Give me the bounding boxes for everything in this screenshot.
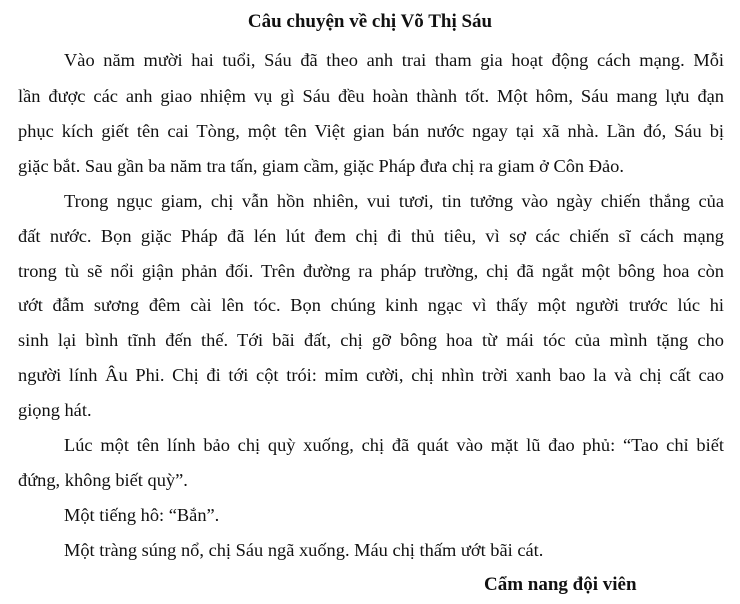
paragraph-4-line-1: Một tiếng hô: “Bắn”.: [64, 505, 220, 525]
paragraph-2-line-7: giọng hát.: [18, 400, 92, 420]
paragraph-2-line-6: người lính Âu Phi. Chị đi tới cột trói: mỉm cười, chị nhìn trời xanh bao la và chị cất cao: [18, 365, 724, 385]
document-title: Câu chuyện về chị Võ Thị Sáu: [247, 11, 493, 32]
paragraph-2-line-5: sinh lại bình tĩnh đến thế. Tới bãi đất, chị gỡ bông hoa từ mái tóc của mình tặng cho: [18, 330, 724, 350]
paragraph-1-line-1: Vào năm mười hai tuổi, Sáu đã theo anh trai tham gia hoạt động cách mạng. Mỗi: [64, 50, 724, 70]
paragraph-2-line-1: Trong ngục giam, chị vẫn hồn nhiên, vui tươi, tin tưởng vào ngày chiến thắng của: [64, 191, 724, 211]
paragraph-5-line-1: Một tràng súng nổ, chị Sáu ngã xuống. Máu chị thấm ướt bãi cát.: [64, 540, 544, 560]
paragraph-2-line-4: ướt đẫm sương đêm cài lên tóc. Bọn chúng kinh ngạc vì thấy một người trước lúc hi: [18, 295, 724, 315]
paragraph-1-line-2: lần được các anh giao nhiệm vụ gì Sáu đều hoàn thành tốt. Một hôm, Sáu mang lựu đạn: [18, 86, 724, 106]
paragraph-1-line-4: giặc bắt. Sau gần ba năm tra tấn, giam cầm, giặc Pháp đưa chị ra giam ở Côn Đảo.: [18, 156, 624, 176]
paragraph-2-line-2: đất nước. Bọn giặc Pháp đã lén lút đem chị đi thủ tiêu, vì sợ các chiến sĩ cách mạng: [18, 226, 724, 246]
paragraph-3-line-2: đứng, không biết quỳ”.: [18, 470, 188, 490]
source-attribution: Cẩm nang đội viên: [484, 574, 637, 595]
paragraph-2-line-3: trong tù sẽ nổi giận phản đối. Trên đường ra pháp trường, chị đã ngắt một bông hoa còn: [18, 261, 724, 281]
paragraph-3-line-1: Lúc một tên lính bảo chị quỳ xuống, chị đã quát vào mặt lũ đao phủ: “Tao chỉ biết: [64, 435, 724, 455]
paragraph-1-line-3: phục kích giết tên cai Tòng, một tên Việt gian bán nước ngay tại xã nhà. Lần đó, Sáu bị: [18, 121, 724, 141]
